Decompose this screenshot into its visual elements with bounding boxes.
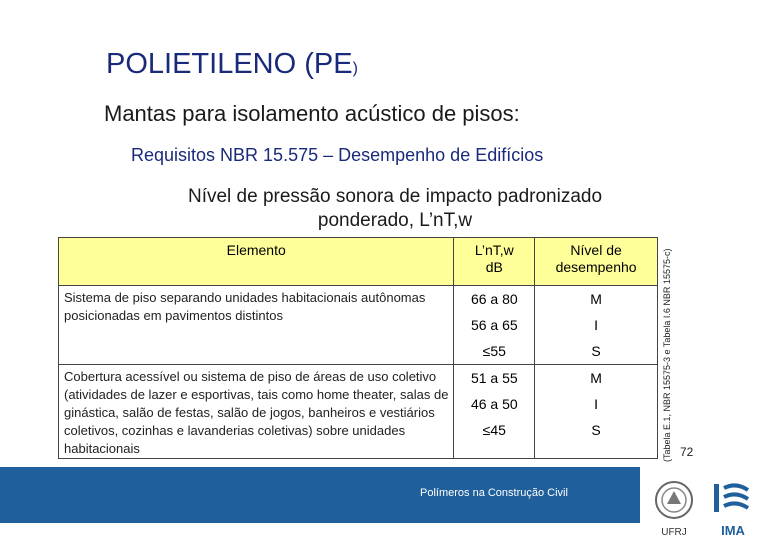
page-number: 72 (680, 445, 694, 459)
header-element (59, 238, 454, 286)
value-item: 46 a 50 (470, 396, 518, 412)
level-item: S (591, 422, 601, 438)
level-item: M (590, 291, 602, 307)
level-item: M (590, 370, 602, 386)
ufrj-logo (652, 478, 696, 540)
ufrj-label: UFRJ (661, 527, 687, 538)
level-heading-line2: ponderado, L’nT,w (317, 210, 473, 231)
row-levels-cell (535, 365, 658, 459)
header-element-text: Elemento (226, 242, 286, 258)
ima-wave-icon (708, 478, 758, 518)
level-item: I (594, 396, 599, 412)
value-item: ≤45 (482, 422, 506, 438)
level-item: S (591, 343, 601, 359)
header-lntw-line1: L’nT,w (474, 242, 514, 258)
ima-label: IMA (721, 523, 745, 538)
table-header-row (59, 238, 658, 286)
slide-title (106, 48, 358, 81)
level-heading (130, 185, 660, 233)
header-level (535, 238, 658, 286)
table-source-note: (Tabela E.1, NBR 15575-3 e Tabela I.6 NBR 15575-c) (662, 248, 672, 462)
row-values-cell (454, 365, 535, 459)
ima-logo (708, 478, 758, 538)
value-item: ≤55 (482, 343, 506, 359)
value-item: 51 a 55 (470, 370, 518, 386)
footer-text: Polímeros na Construção Civil (420, 487, 568, 499)
header-level-line1: Nível de (570, 242, 622, 258)
requirements-table (58, 237, 658, 459)
row-values-cell (454, 286, 535, 365)
header-lntw-line2: dB (485, 259, 503, 275)
value-item: 56 a 65 (470, 317, 518, 333)
level-heading-line1: Nível de pressão sonora de impacto padronizado (187, 186, 603, 207)
row-element-text: Cobertura acessível ou sistema de piso de áreas de uso coletivo (atividades de lazer e esportivas, tais como home theater, salas de ginástica, salão de festas, salão de jogos, banheiros e vestiários coletivos, cozinhas e lavanderias coletivas) sobre unidades habitacionais (64, 369, 449, 456)
table-row (59, 286, 658, 365)
ufrj-seal-icon (652, 478, 696, 522)
requirements-heading: Requisitos NBR 15.575 – Desempenho de Edifícios (131, 145, 544, 165)
row-element-cell (59, 365, 454, 459)
header-level-line2: desempenho (555, 259, 637, 275)
slide-subtitle: Mantas para isolamento acústico de pisos: (104, 101, 520, 126)
value-item: 66 a 80 (470, 291, 518, 307)
slide-title-paren: ) (352, 60, 358, 77)
header-lntw (454, 238, 535, 286)
row-element-text: Sistema de piso separando unidades habitacionais autônomas posicionadas em pavimentos distintos (64, 290, 426, 323)
level-item: I (594, 317, 599, 333)
row-element-cell (59, 286, 454, 365)
table-row (59, 365, 658, 459)
slide-title-text: POLIETILENO (PE (106, 48, 353, 80)
row-levels-cell (535, 286, 658, 365)
